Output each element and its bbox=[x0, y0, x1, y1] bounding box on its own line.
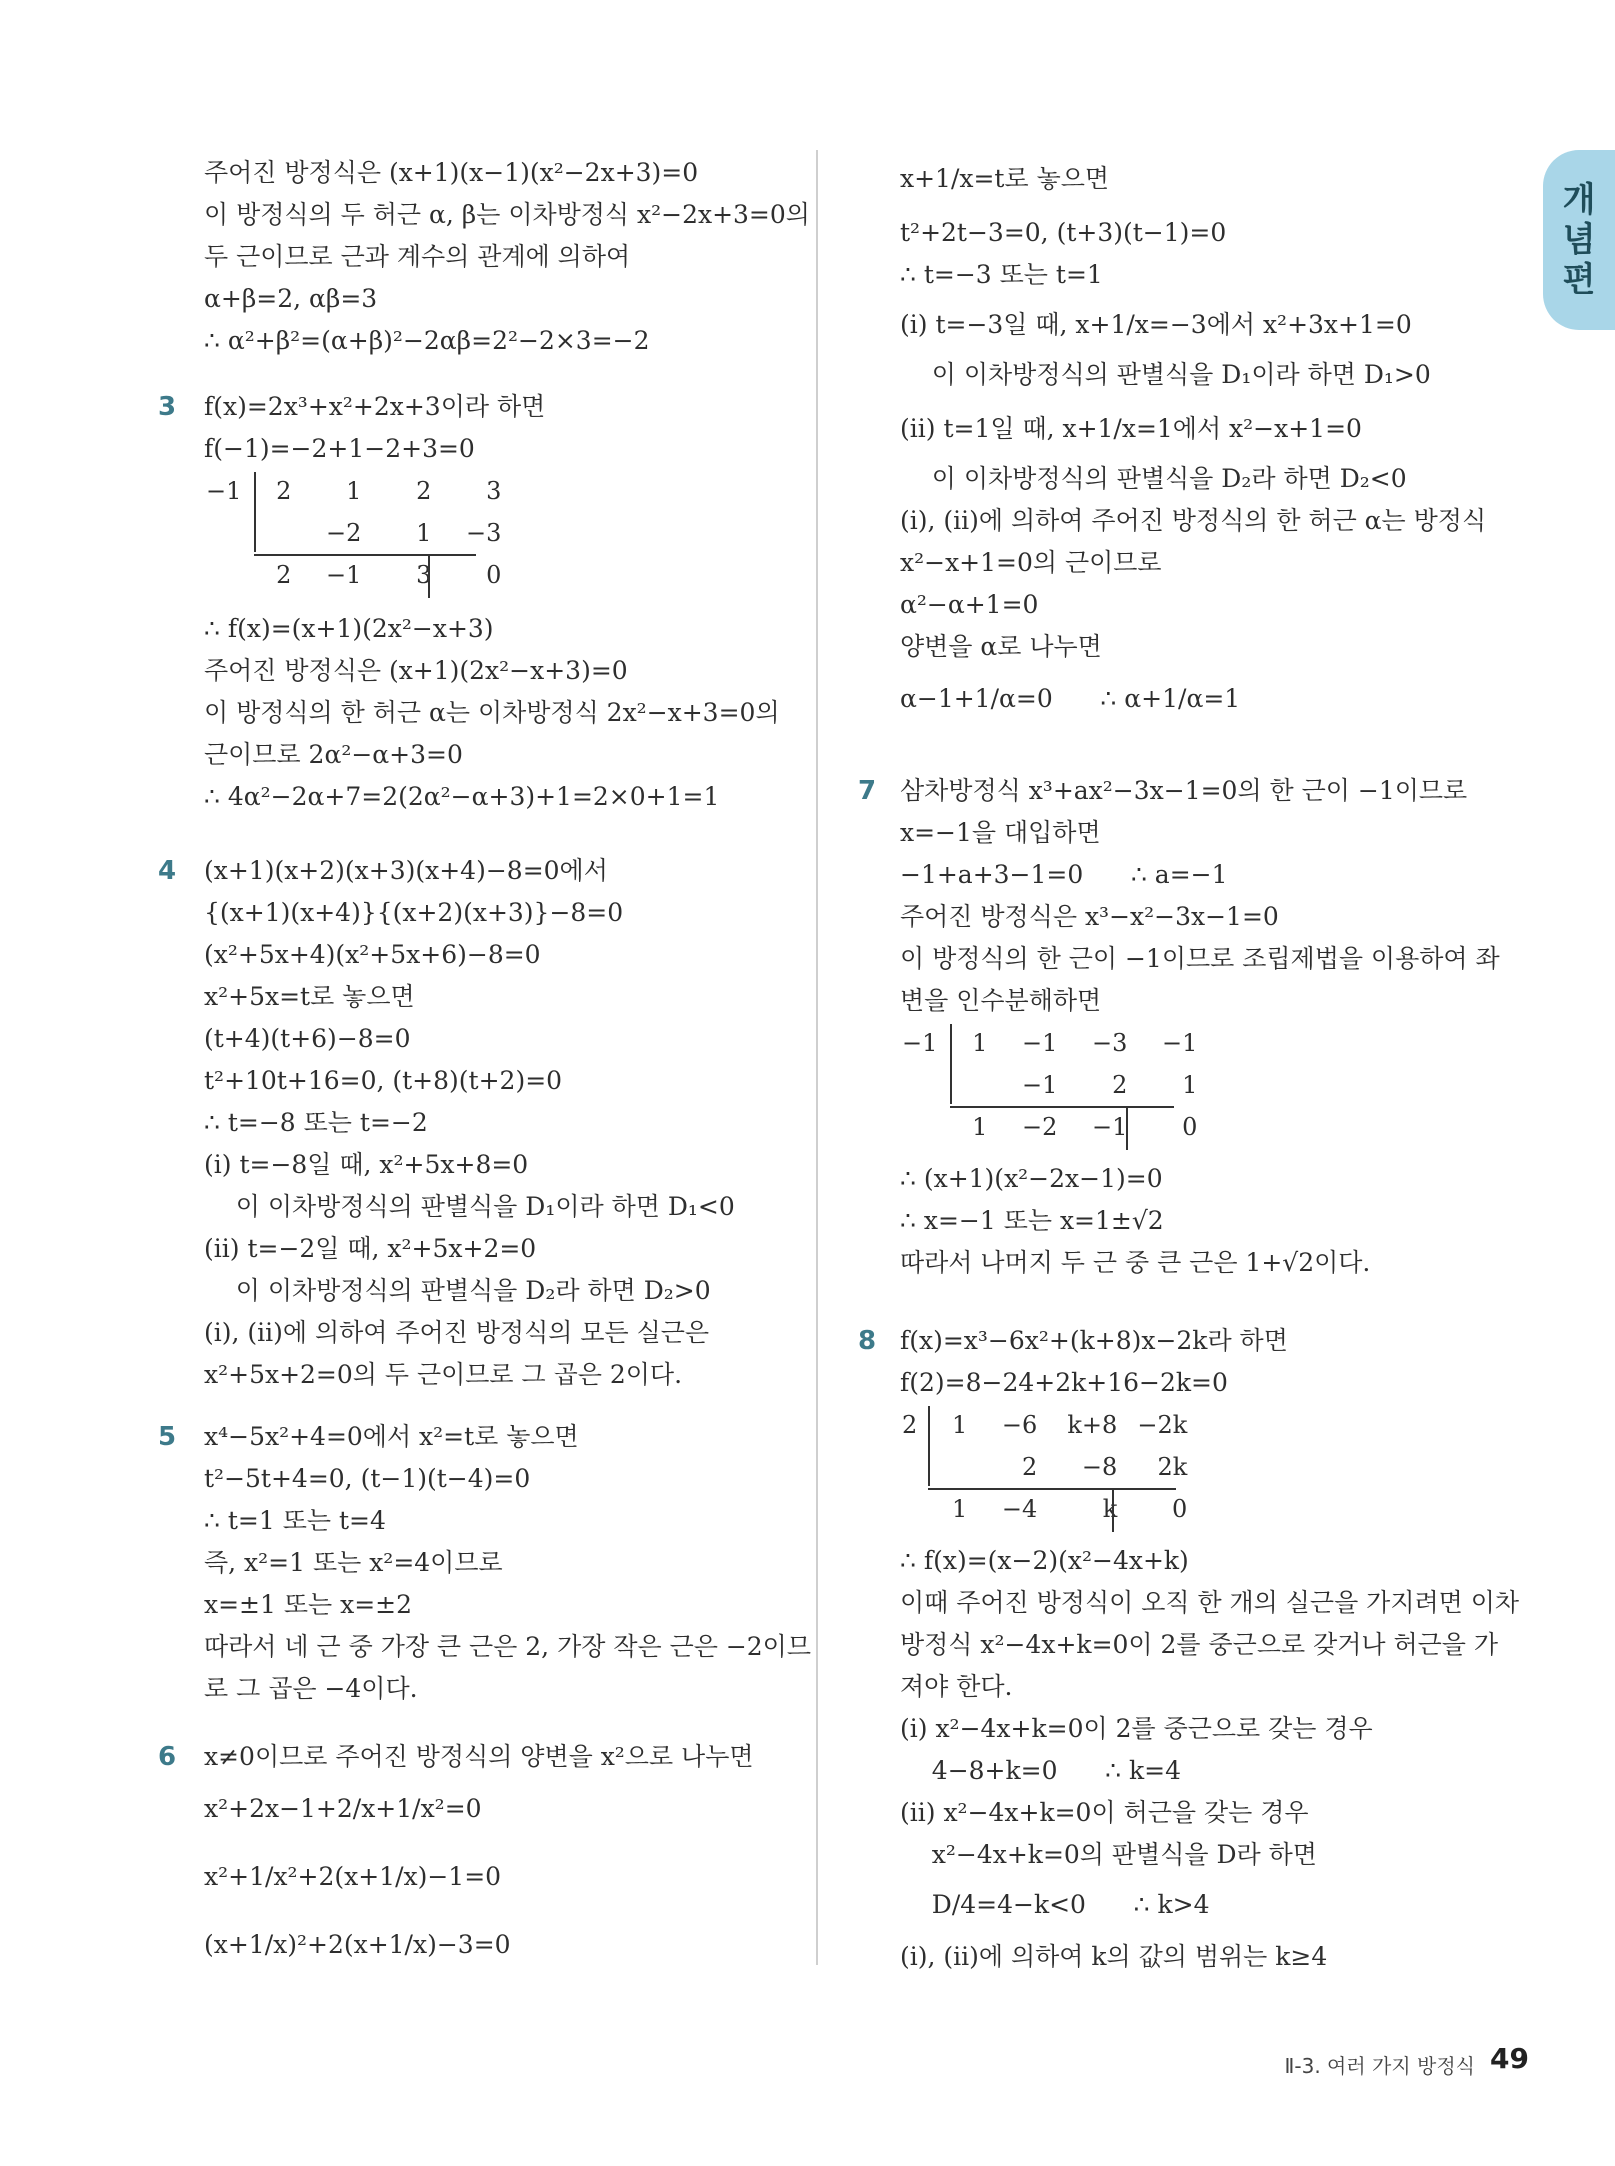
text-line: (x²+5x+4)(x²+5x+6)−8=0 bbox=[204, 940, 541, 969]
text-line: 주어진 방정식은 (x+1)(x−1)(x²−2x+3)=0 bbox=[204, 158, 699, 187]
text-line: x²+5x=t로 놓으면 bbox=[204, 982, 415, 1011]
table-cell: 2 bbox=[416, 477, 432, 505]
text-line: 삼차방정식 x³+ax²−3x−1=0의 한 근이 −1이므로 bbox=[900, 776, 1468, 805]
text-line: 주어진 방정식은 (x+1)(2x²−x+3)=0 bbox=[204, 656, 628, 685]
text-line: 이 방정식의 한 허근 α는 이차방정식 2x²−x+3=0의 bbox=[204, 698, 780, 727]
text-line: ∴ f(x)=(x+1)(2x²−x+3) bbox=[204, 614, 494, 643]
text-line: 방정식 x²−4x+k=0이 2를 중근으로 갖거나 허근을 가 bbox=[900, 1630, 1499, 1659]
text-line: 이 이차방정식의 판별식을 D₂라 하면 D₂<0 bbox=[900, 464, 1407, 493]
text-line: 이 이차방정식의 판별식을 D₁이라 하면 D₁<0 bbox=[204, 1192, 735, 1221]
text-line: (ⅱ) t=−2일 때, x²+5x+2=0 bbox=[204, 1234, 537, 1263]
table-cell: −2 bbox=[326, 519, 362, 547]
text-line: 따라서 나머지 두 근 중 큰 근은 1+√2이다. bbox=[900, 1248, 1371, 1277]
table-cell: −2k bbox=[1137, 1411, 1188, 1439]
text-line: ∴ α²+β²=(α+β)²−2αβ=2²−2×3=−2 bbox=[204, 326, 650, 355]
text-line: (ⅱ) x²−4x+k=0이 허근을 갖는 경우 bbox=[900, 1798, 1309, 1827]
table-cell bbox=[892, 1488, 927, 1530]
text-line: α−1+1/α=0 ∴ α+1/α=1 bbox=[900, 684, 1241, 713]
problem-number: 8 bbox=[858, 1326, 877, 1356]
text-line: 따라서 네 근 중 가장 큰 근은 2, 가장 작은 근은 −2이므 bbox=[204, 1632, 811, 1661]
table-cell bbox=[892, 1446, 927, 1488]
text-line: ∴ f(x)=(x−2)(x²−4x+k) bbox=[900, 1546, 1189, 1575]
text-line: −1+a+3−1=0 ∴ a=−1 bbox=[900, 860, 1228, 889]
table-cell: −8 bbox=[1081, 1453, 1118, 1481]
table-cell: 1 bbox=[972, 1113, 988, 1141]
text-line: x=−1을 대입하면 bbox=[900, 818, 1101, 847]
text-line: 변을 인수분해하면 bbox=[900, 986, 1102, 1015]
text-line: x²+2x−1+2/x+1/x²=0 bbox=[204, 1794, 482, 1823]
table-cell: −6 bbox=[1001, 1411, 1038, 1439]
problem-number: 4 bbox=[158, 856, 177, 886]
column-divider bbox=[816, 150, 818, 1965]
problem-number: 6 bbox=[158, 1742, 177, 1772]
text-line: t²+10t+16=0, (t+8)(t+2)=0 bbox=[204, 1066, 563, 1095]
text-line: x²+5x+2=0의 두 근이므로 그 곱은 2이다. bbox=[204, 1360, 683, 1389]
table-cell: −4 bbox=[1001, 1495, 1038, 1523]
text-line: (ⅰ) x²−4x+k=0이 2를 중근으로 갖는 경우 bbox=[900, 1714, 1373, 1743]
text-line: (ⅱ) t=1일 때, x+1/x=1에서 x²−x+1=0 bbox=[900, 414, 1362, 443]
table-cell bbox=[196, 554, 251, 596]
table-cell: −1 bbox=[1162, 1029, 1198, 1057]
text-line: (x+1/x)²+2(x+1/x)−3=0 bbox=[204, 1930, 511, 1959]
text-line: f(x)=x³−6x²+(k+8)x−2k라 하면 bbox=[900, 1326, 1288, 1355]
table-cell: −1 bbox=[1092, 1113, 1128, 1141]
table-cell: 1 bbox=[346, 477, 362, 505]
table-cell: 2 bbox=[276, 561, 292, 589]
table-cell: −1 bbox=[1022, 1029, 1058, 1057]
text-line: x²−4x+k=0의 판별식을 D라 하면 bbox=[900, 1840, 1317, 1869]
text-line: 이 방정식의 두 허근 α, β는 이차방정식 x²−2x+3=0의 bbox=[204, 200, 810, 229]
text-line: D/4=4−k<0 ∴ k>4 bbox=[900, 1890, 1210, 1919]
text-line: α+β=2, αβ=3 bbox=[204, 284, 378, 313]
text-line: 져야 한다. bbox=[900, 1672, 1013, 1701]
table-cell: 1 bbox=[952, 1411, 968, 1439]
table-cell: −1 bbox=[206, 477, 242, 505]
problem-number: 3 bbox=[158, 392, 177, 422]
table-cell bbox=[927, 1446, 977, 1488]
division-bar bbox=[254, 472, 256, 552]
text-line: 주어진 방정식은 x³−x²−3x−1=0 bbox=[900, 902, 1279, 931]
text-line: x=±1 또는 x=±2 bbox=[204, 1590, 412, 1619]
text-line: f(2)=8−24+2k+16−2k=0 bbox=[900, 1368, 1228, 1397]
text-line: α²−α+1=0 bbox=[900, 590, 1039, 619]
table-cell: 3 bbox=[416, 561, 432, 589]
text-line: x²−x+1=0의 근이므로 bbox=[900, 548, 1162, 577]
table-cell: 1 bbox=[952, 1495, 968, 1523]
text-line: ∴ t=−8 또는 t=−2 bbox=[204, 1108, 428, 1137]
text-line: t²−5t+4=0, (t−1)(t−4)=0 bbox=[204, 1464, 531, 1493]
table-cell bbox=[892, 1064, 947, 1106]
text-line: 로 그 곱은 −4이다. bbox=[204, 1674, 418, 1703]
table-cell bbox=[251, 512, 301, 554]
tab-char: 념 bbox=[1562, 220, 1596, 260]
table-cell: −2 bbox=[1022, 1113, 1058, 1141]
table-cell: 0 bbox=[486, 561, 502, 589]
text-line: ∴ t=1 또는 t=4 bbox=[204, 1506, 386, 1535]
text-line: x²+1/x²+2(x+1/x)−1=0 bbox=[204, 1862, 502, 1891]
table-cell: 2 bbox=[1022, 1453, 1038, 1481]
table-cell: 2k bbox=[1157, 1453, 1188, 1481]
chapter-tab bbox=[1543, 150, 1615, 330]
table-cell: k+8 bbox=[1067, 1411, 1118, 1439]
problem-number: 7 bbox=[858, 776, 877, 806]
table-cell: −1 bbox=[326, 561, 362, 589]
text-line: ∴ t=−3 또는 t=1 bbox=[900, 260, 1103, 289]
remainder-box bbox=[1112, 1488, 1176, 1532]
tab-char: 편 bbox=[1562, 260, 1596, 300]
text-line: {(x+1)(x+4)}{(x+2)(x+3)}−8=0 bbox=[204, 898, 624, 927]
text-line: t²+2t−3=0, (t+3)(t−1)=0 bbox=[900, 218, 1227, 247]
table-cell: −3 bbox=[1092, 1029, 1128, 1057]
table-cell: −1 bbox=[1022, 1071, 1058, 1099]
text-line: 양변을 α로 나누면 bbox=[900, 632, 1102, 661]
text-line: x≠0이므로 주어진 방정식의 양변을 x²으로 나누면 bbox=[204, 1742, 754, 1771]
text-line: 즉, x²=1 또는 x²=4이므로 bbox=[204, 1548, 503, 1577]
division-bar bbox=[950, 1024, 952, 1104]
text-line: (ⅰ) t=−8일 때, x²+5x+8=0 bbox=[204, 1150, 529, 1179]
table-cell: 2 bbox=[276, 477, 292, 505]
table-cell: 0 bbox=[1172, 1495, 1188, 1523]
text-line: x+1/x=t로 놓으면 bbox=[900, 164, 1110, 193]
text-line: (ⅰ), (ⅱ)에 의하여 주어진 방정식의 모든 실근은 bbox=[204, 1318, 710, 1347]
text-line: 두 근이므로 근과 계수의 관계에 의하여 bbox=[204, 242, 631, 271]
text-line: 이 이차방정식의 판별식을 D₂라 하면 D₂>0 bbox=[204, 1276, 711, 1305]
page-number: 49 bbox=[1490, 2042, 1529, 2075]
text-line: (ⅰ) t=−3일 때, x+1/x=−3에서 x²+3x+1=0 bbox=[900, 310, 1412, 339]
table-cell: 2 bbox=[902, 1411, 918, 1439]
text-line: ∴ 4α²−2α+7=2(2α²−α+3)+1=2×0+1=1 bbox=[204, 782, 720, 811]
table-cell bbox=[947, 1064, 997, 1106]
text-line: ∴ x=−1 또는 x=1±√2 bbox=[900, 1206, 1164, 1235]
text-line: 근이므로 2α²−α+3=0 bbox=[204, 740, 463, 769]
section-label: Ⅱ-3. 여러 가지 방정식 bbox=[1284, 2054, 1475, 2078]
text-line: 4−8+k=0 ∴ k=4 bbox=[900, 1756, 1182, 1785]
text-line: (ⅰ), (ⅱ)에 의하여 k의 값의 범위는 k≥4 bbox=[900, 1942, 1328, 1971]
text-line: x⁴−5x²+4=0에서 x²=t로 놓으면 bbox=[204, 1422, 579, 1451]
text-line: (t+4)(t+6)−8=0 bbox=[204, 1024, 411, 1053]
table-cell: −3 bbox=[466, 519, 502, 547]
text-line: 이 이차방정식의 판별식을 D₁이라 하면 D₁>0 bbox=[900, 360, 1431, 389]
division-bar bbox=[928, 1406, 930, 1486]
remainder-box bbox=[428, 554, 476, 598]
table-cell: 1 bbox=[416, 519, 432, 547]
table-cell: k bbox=[1102, 1495, 1118, 1523]
text-line: (ⅰ), (ⅱ)에 의하여 주어진 방정식의 한 허근 α는 방정식 bbox=[900, 506, 1487, 535]
table-cell bbox=[892, 1106, 947, 1148]
table-cell: 0 bbox=[1182, 1113, 1198, 1141]
table-cell: 2 bbox=[1112, 1071, 1128, 1099]
table-cell bbox=[196, 512, 251, 554]
table-cell: 1 bbox=[1182, 1071, 1198, 1099]
text-line: (x+1)(x+2)(x+3)(x+4)−8=0에서 bbox=[204, 856, 608, 885]
text-line: 이 방정식의 한 근이 −1이므로 조립제법을 이용하여 좌 bbox=[900, 944, 1500, 973]
text-line: ∴ (x+1)(x²−2x−1)=0 bbox=[900, 1164, 1163, 1193]
problem-number: 5 bbox=[158, 1422, 177, 1452]
text-line: 이때 주어진 방정식이 오직 한 개의 실근을 가지려면 이차 bbox=[900, 1588, 1520, 1617]
text-line: f(x)=2x³+x²+2x+3이라 하면 bbox=[204, 392, 546, 421]
text-line: f(−1)=−2+1−2+3=0 bbox=[204, 434, 475, 463]
tab-char: 개 bbox=[1562, 180, 1596, 220]
remainder-box bbox=[1126, 1106, 1174, 1150]
table-cell: 3 bbox=[486, 477, 502, 505]
table-cell: −1 bbox=[902, 1029, 938, 1057]
table-cell: 1 bbox=[972, 1029, 988, 1057]
